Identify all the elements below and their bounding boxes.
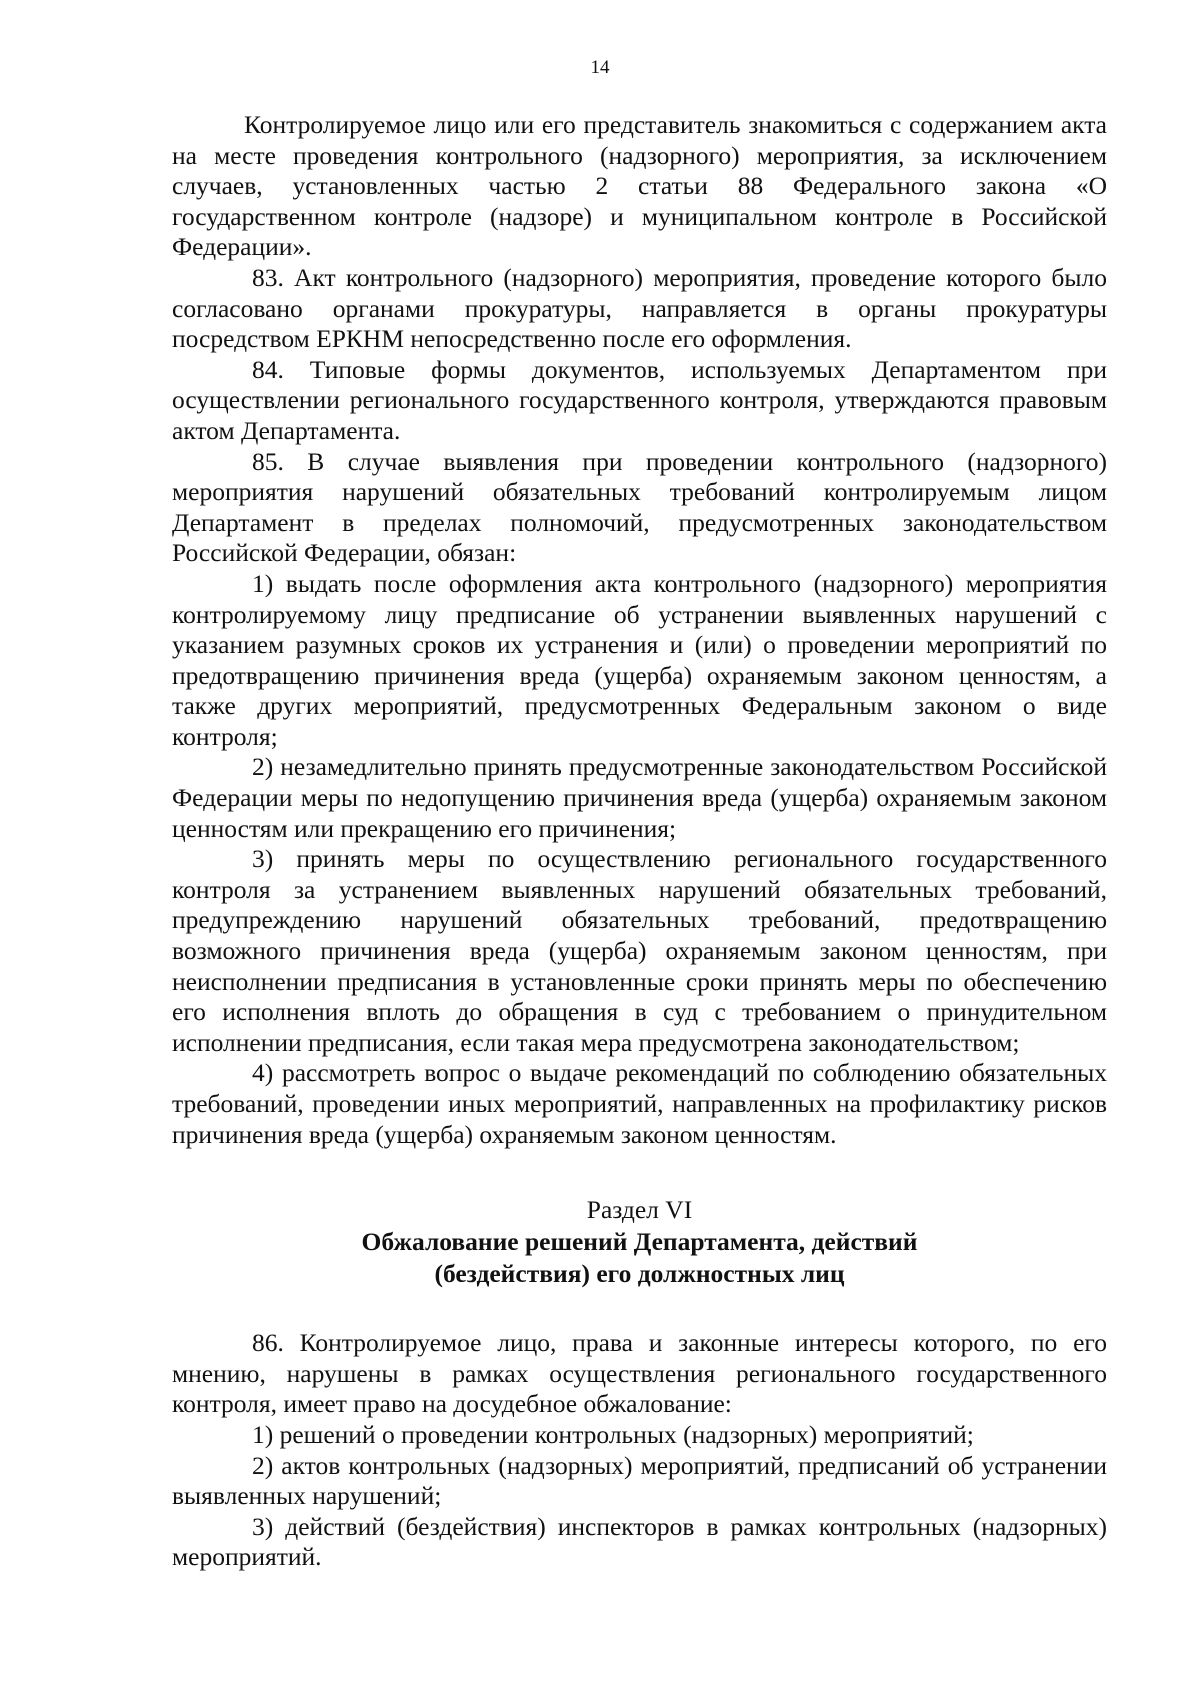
list-item-85-2: 2) незамедлительно принять предусмотренные законодательством Российской Федерации меры по недопущению причинения вреда (ущерба) охраняемым законом ценностям или прекращению его причинения; [172,752,1107,843]
section-header [172,1194,1107,1290]
list-item-85-1: 1) выдать после оформления акта контрольного (надзорного) мероприятия контролируемому лицу предписание об устранении выявленных нарушений с указанием разумных сроков их устранения и (или) о проведении мероприятий по предотвращению причинения вреда (ущерба) охраняемым законом ценностям, а также других мероприятий, предусмотренных Федеральным законом о виде контроля; [172,568,1107,751]
section-label: Раздел VI [586,1195,693,1225]
section-title-line-1: Обжалование решений Департамента, действий [361,1227,918,1257]
section-title-line-2: (бездействия) его должностных лиц [434,1259,845,1289]
list-item-86-2: 2) актов контрольных (надзорных) мероприятий, предписаний об устранении выявленных нарушений; [172,1450,1107,1511]
list-item-85-3: 3) принять меры по осуществлению регионального государственного контроля за устранением выявленных нарушений обязательных требований, предупреждению нарушений обязательных требований, предотвращению возможного причинения вреда (ущерба) охраняемым законом ценностям, при неисполнении предписания в установленные сроки принять меры по обеспечению его исполнения вплоть до обращения в суд с требованием о принудительном исполнении предписания, если такая мера предусмотрена законодательством; [172,844,1107,1057]
paragraph-intro: Контролируемое лицо или его представитель знакомиться с содержанием акта на месте проведения контрольного (надзорного) мероприятия, за исключением случаев, установленных частью 2 статьи 88 Федерального закона «О государственном контроле (надзоре) и муниципальном контроле в Российской Федерации». [172,110,1107,262]
list-item-86-1: 1) решений о проведении контрольных (надзорных) мероприятий; [252,1419,974,1449]
paragraph-83: 83. Акт контрольного (надзорного) мероприятия, проведение которого было согласовано органами прокуратуры, направляется в органы прокуратуры посредством ЕРКНМ непосредственно после его оформления. [172,262,1107,354]
list-item-86-3: 3) действий (бездействия) инспекторов в рамках контрольных (надзорных) мероприятий. [172,1511,1107,1572]
page-number: 14 [590,57,610,78]
list-item-85-4: 4) рассмотреть вопрос о выдаче рекомендаций по соблюдению обязательных требований, проведении иных мероприятий, направленных на профилактику рисков причинения вреда (ущерба) охраняемым законом ценностям. [172,1058,1107,1149]
document-body [172,110,1107,1573]
paragraph-85: 85. В случае выявления при проведении контрольного (надзорного) мероприятия нарушений обязательных требований контролируемым лицом Департамент в пределах полномочий, предусмотренных законодательством Российской Федерации, обязан: [172,446,1107,568]
paragraph-86: 86. Контролируемое лицо, права и законные интересы которого, по его мнению, нарушены в рамках осуществления регионального государственного контроля, имеет право на досудебное обжалование: [172,1328,1107,1419]
paragraph-84: 84. Типовые формы документов, используемых Департаментом при осуществлении регионального государственного контроля, утверждаются правовым актом Департамента. [172,354,1107,445]
